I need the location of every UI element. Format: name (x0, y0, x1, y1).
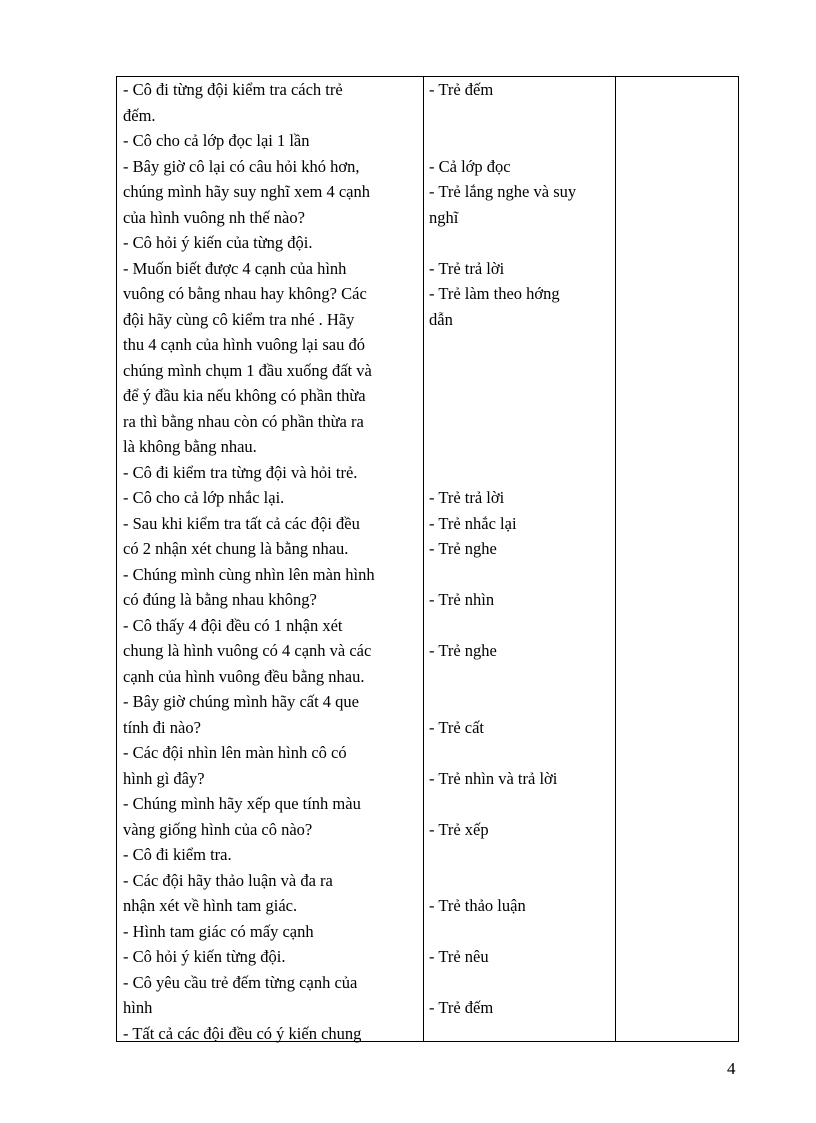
teacher-line: - Muốn biết được 4 cạnh của hình (123, 258, 347, 278)
teacher-line: - Cô cho cả lớp nhắc lại. (123, 488, 285, 507)
teacher-line: hình (123, 998, 153, 1017)
teacher-line: đếm. (123, 105, 156, 125)
teacher-line: ra thì bằng nhau còn có phần thừa ra (123, 411, 364, 431)
teacher-line: có 2 nhận xét chung là bằng nhau. (123, 539, 349, 558)
teacher-line: - Cô đi kiểm tra từng đội và hỏi trẻ. (123, 462, 358, 482)
child-line: - Trẻ làm theo hớng (429, 284, 560, 303)
teacher-line: - Các đội nhìn lên màn hình cô có (123, 743, 347, 762)
teacher-line: chung là hình vuông có 4 cạnh và các (123, 641, 372, 660)
child-line: - Trẻ nhắc lại (429, 513, 517, 533)
child-line: - Trẻ trả lời (429, 258, 505, 278)
teacher-line: chúng mình hãy suy nghĩ xem 4 cạnh (123, 182, 371, 201)
page-number: 4 (727, 1059, 736, 1078)
child-line: - Trẻ lắng nghe và suy (429, 182, 577, 201)
child-line: - Trẻ nhìn (429, 590, 495, 609)
child-line: dẫn (429, 309, 453, 329)
teacher-line: - Chúng mình cùng nhìn lên màn hình (123, 564, 375, 584)
child-line: - Trẻ trả lời (429, 488, 505, 507)
child-line: - Trẻ đếm (429, 998, 494, 1017)
teacher-line: - Cô đi từng đội kiểm tra cách trẻ (123, 80, 343, 99)
teacher-line: thu 4 cạnh của hình vuông lại sau đó (123, 335, 365, 354)
child-line: - Trẻ thảo luận (429, 896, 526, 915)
teacher-line: để ý đầu kia nếu không có phần thừa (123, 386, 366, 405)
child-line: - Trẻ nghe (429, 641, 497, 660)
teacher-line: chúng mình chụm 1 đầu xuống đất và (123, 360, 372, 380)
child-line: - Trẻ xếp (429, 819, 489, 839)
child-line: - Trẻ nêu (429, 947, 489, 966)
teacher-line: có đúng là bằng nhau không? (123, 590, 317, 609)
column-divider (615, 77, 616, 1041)
teacher-line: - Cô hỏi ý kiến của từng đội. (123, 233, 313, 252)
teacher-line: cạnh của hình vuông đều bằng nhau. (123, 666, 365, 686)
teacher-line: hình gì đây? (123, 768, 205, 788)
child-line: - Trẻ đếm (429, 80, 494, 99)
teacher-line: - Bây giờ chúng mình hãy cất 4 que (123, 692, 360, 711)
teacher-line: - Hình tam giác có mấy cạnh (123, 921, 314, 941)
child-line: - Trẻ nhìn và trả lời (429, 768, 558, 788)
teacher-line: nhận xét về hình tam giác. (123, 896, 298, 915)
teacher-line: tính đi nào? (123, 717, 201, 737)
teacher-line: - Các đội hãy thảo luận và đa ra (123, 870, 333, 890)
child-line: - Cả lớp đọc (429, 156, 511, 176)
teacher-line: vàng giống hình của cô nào? (123, 819, 313, 839)
teacher-line: - Cô thấy 4 đội đều có 1 nhận xét (123, 615, 343, 635)
child-line: - Trẻ nghe (429, 539, 497, 558)
teacher-line: - Cô đi kiểm tra. (123, 845, 232, 864)
teacher-line: là không bằng nhau. (123, 437, 257, 456)
column-divider (423, 77, 424, 1041)
child-line: nghĩ (429, 207, 459, 227)
teacher-line: vuông có bằng nhau hay không? Các (123, 284, 367, 303)
teacher-line: đội hãy cùng cô kiểm tra nhé . Hãy (123, 309, 355, 329)
teacher-line: - Tất cả các đội đều có ý kiến chung (123, 1023, 362, 1043)
teacher-line: của hình vuông nh thế nào? (123, 207, 305, 227)
child-line: - Trẻ cất (429, 717, 484, 737)
teacher-line: - Cô hỏi ý kiến từng đội. (123, 947, 286, 966)
teacher-line: - Bây giờ cô lại có câu hỏi khó hơn, (123, 156, 360, 176)
teacher-line: - Sau khi kiểm tra tất cả các đội đều (123, 513, 360, 533)
activity-table (116, 76, 739, 1042)
teacher-line: - Chúng mình hãy xếp que tính màu (123, 794, 361, 813)
teacher-line: - Cô cho cả lớp đọc lại 1 lần (123, 131, 310, 150)
teacher-line: - Cô yêu cầu trẻ đếm từng cạnh của (123, 972, 358, 992)
